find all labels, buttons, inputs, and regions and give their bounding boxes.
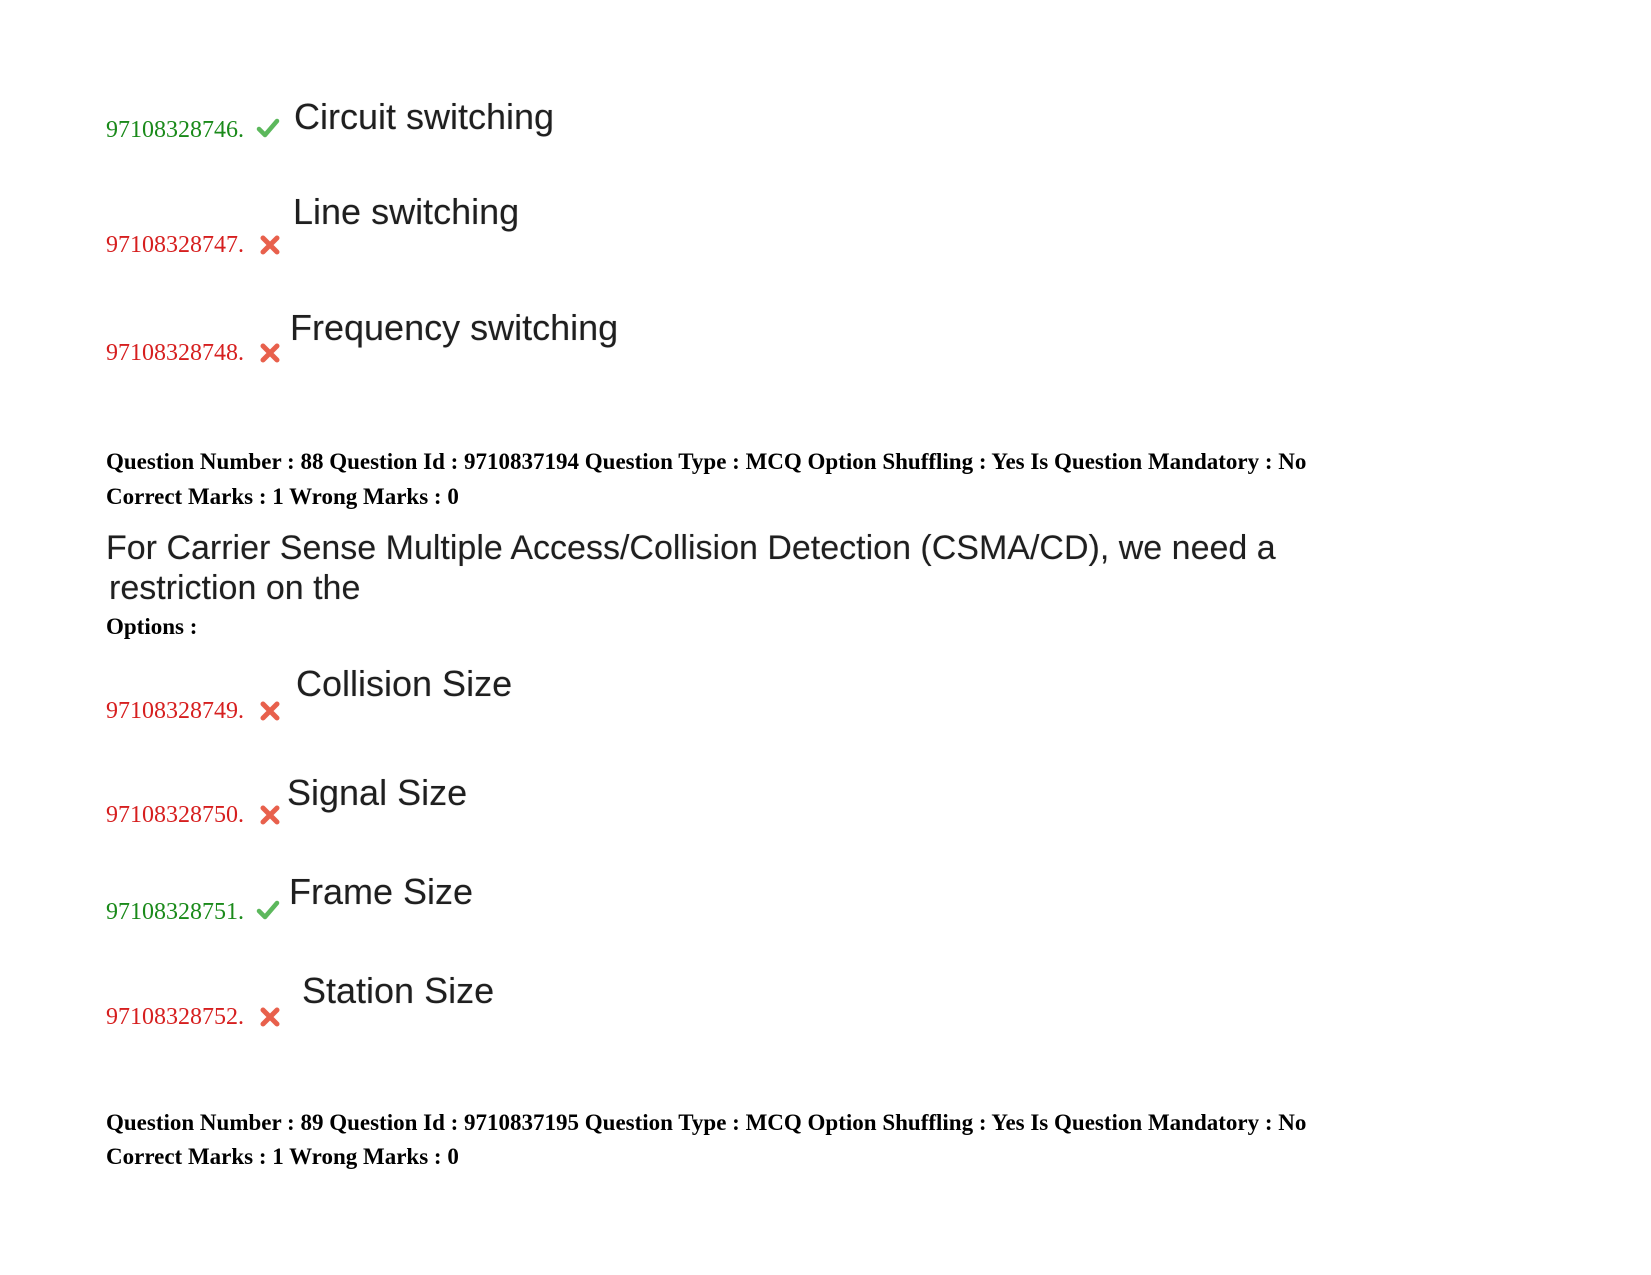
option-text: Signal Size (287, 772, 468, 813)
question-marks: Correct Marks : 1 Wrong Marks : 0 (106, 1144, 459, 1169)
question-text-line: restriction on the (109, 569, 361, 607)
option-text: Frame Size (289, 871, 474, 912)
check-icon (256, 898, 280, 922)
option-id: 97108328749. (106, 698, 244, 724)
question-text-line: For Carrier Sense Multiple Access/Collision Detection (CSMA/CD), we need a (106, 529, 1276, 567)
question-meta: Question Number : 88 Question Id : 9710837194 Question Type : MCQ Option Shuffling : Yes Is Question Mandatory : No (106, 449, 1307, 474)
option-id: 97108328746. (106, 117, 244, 143)
option-text: Station Size (302, 970, 495, 1011)
option-id: 97108328751. (106, 899, 244, 925)
option-id: 97108328747. (106, 232, 244, 258)
cross-icon (258, 233, 282, 257)
option-id: 97108328750. (106, 802, 244, 828)
question-meta: Question Number : 89 Question Id : 9710837195 Question Type : MCQ Option Shuffling : Yes Is Question Mandatory : No (106, 1110, 1307, 1135)
option-id: 97108328748. (106, 340, 244, 366)
cross-icon (258, 803, 282, 827)
question-marks: Correct Marks : 1 Wrong Marks : 0 (106, 484, 459, 509)
cross-icon (258, 699, 282, 723)
option-text: Circuit switching (294, 96, 555, 137)
option-text: Frequency switching (290, 307, 619, 348)
option-id: 97108328752. (106, 1004, 244, 1030)
check-icon (256, 116, 280, 140)
option-text: Line switching (293, 191, 520, 232)
cross-icon (258, 341, 282, 365)
options-label: Options : (106, 614, 198, 639)
option-text: Collision Size (296, 663, 513, 704)
cross-icon (258, 1005, 282, 1029)
